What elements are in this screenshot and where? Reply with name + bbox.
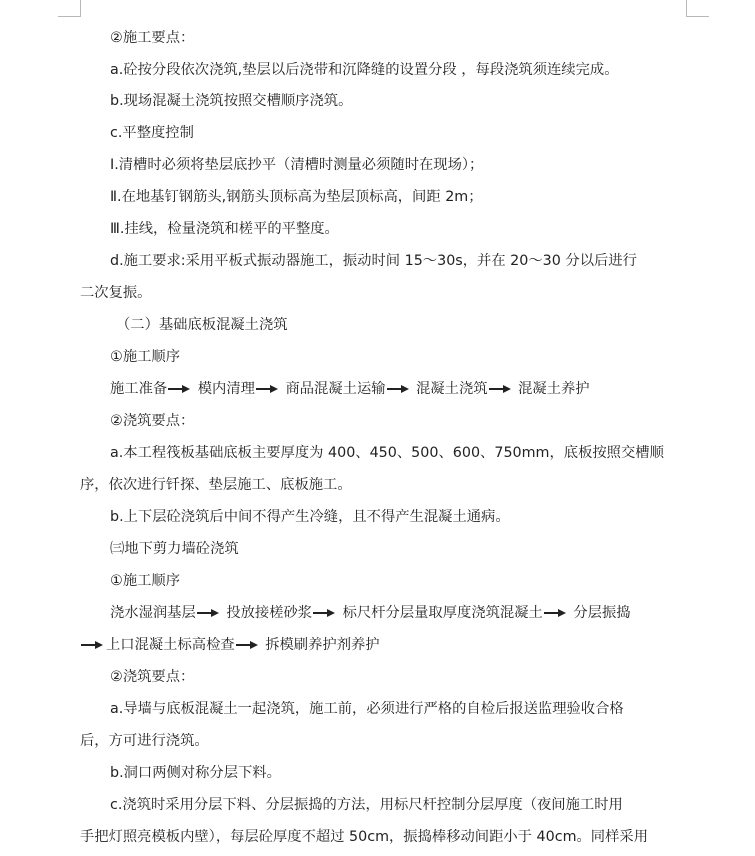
page-corner-mark-right bbox=[686, 0, 709, 17]
paragraph-line: d.施工要求:采用平板式振动器施工，振动时间 15～30s，并在 20～30 分以后进行 bbox=[110, 253, 637, 269]
flow-step: 商品混凝土运输 bbox=[285, 381, 386, 397]
arrow-right-icon bbox=[168, 384, 190, 394]
flow-step: 混凝土养护 bbox=[518, 381, 590, 397]
arrow-right-icon bbox=[81, 640, 103, 650]
flow-step: 混凝土浇筑 bbox=[416, 381, 488, 397]
paragraph-line: 二次复振。 bbox=[80, 285, 152, 301]
paragraph-line: ②浇筑要点： bbox=[110, 669, 195, 685]
paragraph-line: Ⅰ.清槽时必须将垫层底抄平（清槽时测量必须随时在现场）； bbox=[110, 157, 484, 173]
flow-step: 投放接槎砂浆 bbox=[226, 605, 313, 621]
flow-step: 标尺杆分层量取厚度浇筑混凝土 bbox=[342, 605, 543, 621]
arrow-right-icon bbox=[489, 384, 511, 394]
flow-step: 分层振捣 bbox=[573, 605, 631, 621]
section-heading: ㈢地下剪力墙砼浇筑 bbox=[110, 541, 239, 557]
paragraph-line: 后，方可进行浇筑。 bbox=[80, 733, 209, 749]
paragraph-line: ①施工顺序 bbox=[110, 349, 181, 365]
paragraph-line: c.平整度控制 bbox=[110, 125, 194, 141]
arrow-right-icon bbox=[197, 608, 219, 618]
paragraph-line: ②施工要点： bbox=[110, 30, 195, 46]
flow-step: 上口混凝土标高检查 bbox=[106, 637, 235, 653]
paragraph-line: Ⅲ.挂线，检量浇筑和槎平的平整度。 bbox=[110, 221, 339, 237]
process-flow-2-continued bbox=[80, 635, 686, 655]
flow-step: 施工准备 bbox=[110, 381, 168, 397]
arrow-right-icon bbox=[256, 384, 278, 394]
paragraph-line: a.本工程筏板基础底板主要厚度为 400、450、500、600、750mm，底板按照交槽顺 bbox=[110, 445, 664, 461]
process-flow-2 bbox=[80, 603, 686, 623]
paragraph-line: 序，依次进行钎探、垫层施工、底板施工。 bbox=[80, 477, 352, 493]
flow-step: 拆模刷养护剂养护 bbox=[265, 637, 380, 653]
paragraph-line: b.洞口两侧对称分层下料。 bbox=[110, 765, 281, 781]
paragraph-line: ②浇筑要点： bbox=[110, 413, 195, 429]
arrow-right-icon bbox=[544, 608, 566, 618]
paragraph-line: Ⅱ.在地基钉钢筋头,钢筋头顶标高为垫层顶标高，间距 2m； bbox=[110, 189, 483, 205]
arrow-right-icon bbox=[236, 640, 258, 650]
section-heading: （二）基础底板混凝土浇筑 bbox=[116, 317, 288, 333]
flow-step: 浇水湿润基层 bbox=[110, 605, 196, 621]
arrow-right-icon bbox=[313, 608, 335, 618]
paragraph-line: 手把灯照亮模板内壁），每层砼厚度不超过 50cm，振捣棒移动间距小于 40cm。同样采用 bbox=[80, 829, 648, 845]
process-flow-1 bbox=[80, 379, 686, 399]
paragraph-line: b.上下层砼浇筑后中间不得产生冷缝，且不得产生混凝土通病。 bbox=[110, 509, 510, 525]
arrow-right-icon bbox=[387, 384, 409, 394]
paragraph-line: ①施工顺序 bbox=[110, 573, 181, 589]
paragraph-line: c.浇筑时采用分层下料、分层振捣的方法，用标尺杆控制分层厚度（夜间施工时用 bbox=[110, 797, 623, 813]
paragraph-line: b.现场混凝土浇筑按照交槽顺序浇筑。 bbox=[110, 93, 353, 109]
paragraph-line: a.砼按分段依次浇筑,垫层以后浇带和沉降缝的设置分段 ，每段浇筑须连续完成。 bbox=[110, 62, 619, 78]
page-corner-mark-left bbox=[58, 0, 81, 17]
paragraph-line: a.导墙与底板混凝土一起浇筑，施工前，必须进行严格的自检后报送监理验收合格 bbox=[110, 701, 624, 717]
flow-step: 模内清理 bbox=[197, 381, 255, 397]
